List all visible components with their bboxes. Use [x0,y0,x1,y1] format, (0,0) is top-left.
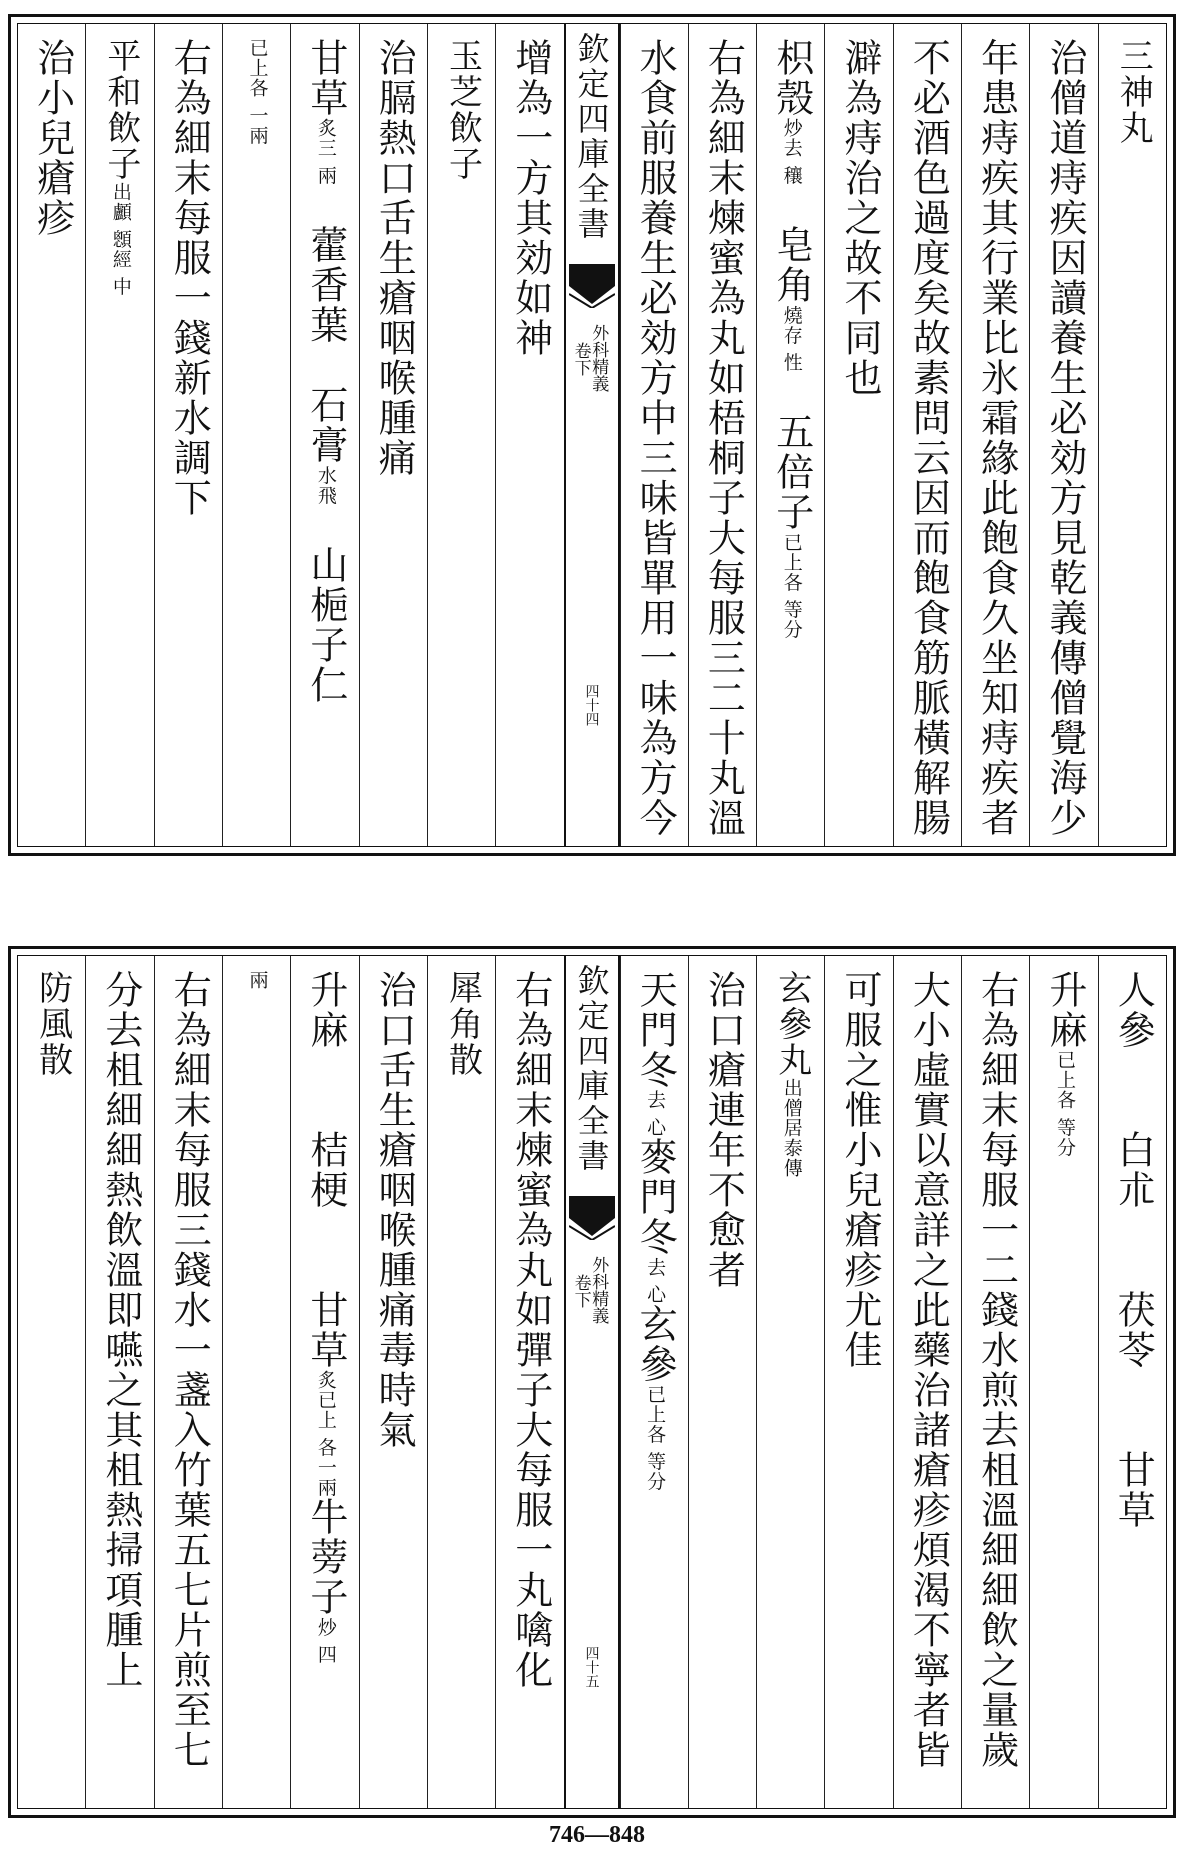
bottom-right-column [688,956,756,1808]
text-run: 治膈熱口舌生瘡咽喉腫痛 [372,38,417,478]
column-text [1042,38,1087,838]
column-text [1042,970,1087,1158]
section-heading: 平和飲子 [100,38,141,182]
column-text [32,970,72,1078]
annotation-note: 已上各 等分 [1053,1050,1076,1158]
annotation-note: 燒存 性 [780,305,803,373]
column-text [633,38,678,838]
fish-tail-mark-icon [569,264,615,308]
volume-name: 卷下 [570,342,591,376]
annotation-note: 已上各 等分 [780,532,803,640]
folio-number: 四十四 [583,684,600,726]
column-text [771,970,811,1178]
annotation-note: 出顱 顖經 中 [109,182,132,297]
column-text [701,970,746,1290]
text-run: 五倍子 [769,372,814,533]
text-run: 升麻 [1042,970,1087,1050]
column-text [906,38,951,838]
volume-name: 卷下 [570,1274,591,1308]
column-text [906,970,951,1770]
column-text [237,970,277,990]
bottom-columns [18,956,1166,1808]
top-page [8,14,1176,856]
column-text [372,38,417,478]
bottom-right-column [893,956,961,1808]
bottom-left-column [359,956,427,1808]
bottom-left-column [290,956,358,1808]
book-title: 欽定四庫全書 [572,32,611,242]
top-right-column [961,24,1029,846]
column-text [838,970,883,1370]
center-title-strip [564,956,620,1808]
annotation-note: 去 心 [644,1090,667,1138]
text-run: 人參 白朮 茯苓 甘草 [1111,970,1156,1530]
column-text [974,38,1019,838]
annotation-note: 兩 [246,970,269,990]
column-text [167,970,212,1770]
column-text [974,970,1019,1770]
annotation-note: 炙三 兩 [314,118,337,186]
center-title-strip [564,24,620,846]
column-text [303,38,348,706]
annotation-note: 水飛 [314,465,337,506]
text-run: 甘草 [303,38,348,118]
text-run: 可服之惟小兒瘡疹尤佳 [838,970,883,1370]
annotation-note: 炒 四 [314,1617,337,1665]
fish-tail-mark-icon [569,1196,615,1240]
bottom-right-column [824,956,892,1808]
text-run: 年患痔疾其行業比氷霜緣此飽食久坐知痔疾者 [974,38,1019,838]
folio-number: 四十五 [583,1646,600,1688]
bottom-left-column [85,956,153,1808]
text-run: 麥門冬 [633,1137,678,1258]
page-number-footer: 746—848 [549,1822,645,1848]
text-run: 山梔子仁 [303,505,348,706]
annotation-note: 炙已上 各一兩 [314,1370,337,1498]
bottom-left-column [18,956,85,1808]
annotation-note: 出僧居泰傳 [780,1078,803,1178]
column-text [1112,38,1152,146]
text-run: 右為細末煉蜜為丸如彈子大每服一丸噙化 [508,970,553,1690]
top-right-column [1098,24,1166,846]
column-text [838,38,883,398]
text-run: 枳殼 [769,38,814,118]
column-text [167,38,212,518]
section-heading: 玉芝飲子 [442,38,483,182]
bottom-left-column [427,956,495,1808]
text-run: 牛蒡子 [303,1497,348,1618]
section-name: 外科精義 [588,1256,609,1324]
text-run: 天門冬 [633,970,678,1090]
section-heading: 玄參丸 [771,970,812,1078]
top-left-column [427,24,495,846]
top-left-column [359,24,427,846]
section-heading: 防風散 [32,970,73,1078]
text-run: 治口瘡連年不愈者 [701,970,746,1290]
text-run: 皂角 [769,185,814,306]
text-run: 水食前服養生必効方中三味皆單用一味為方今 [633,38,678,838]
text-run: 右為細末每服三錢水一盞入竹葉五七片煎至七 [167,970,212,1770]
column-text [1111,970,1156,1530]
text-run: 增為一方其効如神 [508,38,553,358]
bottom-left-column [222,956,290,1808]
text-run: 治僧道痔疾因讀養生必効方見乾義傳僧覺海少 [1042,38,1087,838]
column-text [508,970,553,1690]
column-text [303,970,348,1665]
top-right-column [1029,24,1097,846]
annotation-note: 已上各 一兩 [246,38,269,146]
column-text [30,38,75,238]
column-text [769,38,814,640]
text-run: 右為細末每服一錢新水調下 [167,38,212,518]
annotation-note: 已上各 等分 [644,1384,667,1492]
column-text [633,970,678,1492]
text-run: 玄參 [633,1304,678,1385]
top-left-column [495,24,563,846]
bottom-right-column [620,956,688,1808]
top-left-column [290,24,358,846]
bottom-right-column [1098,956,1166,1808]
bottom-right-column [961,956,1029,1808]
bottom-right-column [1029,956,1097,1808]
section-name: 外科精義 [588,324,609,392]
top-right-column [756,24,824,846]
section-heading: 三神丸 [1113,38,1154,146]
bottom-right-column [756,956,824,1808]
column-text [442,970,482,1078]
column-text [701,38,746,838]
top-right-column [688,24,756,846]
text-run: 右為細末煉蜜為丸如梧桐子大每服三二十丸溫 [701,38,746,838]
annotation-note: 炒去 穰 [780,118,803,186]
column-text [237,38,277,145]
top-right-column [824,24,892,846]
section-heading: 犀角散 [442,970,483,1078]
text-run: 治口舌生瘡咽喉腫痛毒時氣 [372,970,417,1450]
text-run: 不必酒色過度矣故素問云因而飽食筋脈橫解腸 [906,38,951,838]
column-text [508,38,553,358]
column-text [372,970,417,1450]
top-left-column [154,24,222,846]
text-run: 升麻 桔梗 甘草 [303,970,348,1370]
text-run: 治小兒瘡疹 [30,38,75,238]
bottom-left-column [154,956,222,1808]
column-text [442,38,482,182]
bottom-page [8,946,1176,1818]
text-run: 分去柤細細熱飲溫即嚥之其柤熱掃項腫上 [98,970,143,1690]
text-run: 藿香葉 石膏 [303,185,348,466]
top-right-column [893,24,961,846]
top-columns [18,24,1166,846]
top-left-column [222,24,290,846]
top-left-column [18,24,85,846]
text-run: 右為細末每服一二錢水煎去柤溫細細飲之量歲 [974,970,1019,1770]
text-run: 大小虛實以意詳之此藥治諸瘡疹煩渴不寧者皆 [906,970,951,1770]
column-text [98,970,143,1690]
annotation-note: 去 心 [644,1257,667,1305]
text-run: 澼為痔治之故不同也 [838,38,883,398]
top-left-column [85,24,153,846]
column-text [100,38,140,296]
top-right-column [620,24,688,846]
book-title: 欽定四庫全書 [572,964,611,1174]
bottom-left-column [495,956,563,1808]
